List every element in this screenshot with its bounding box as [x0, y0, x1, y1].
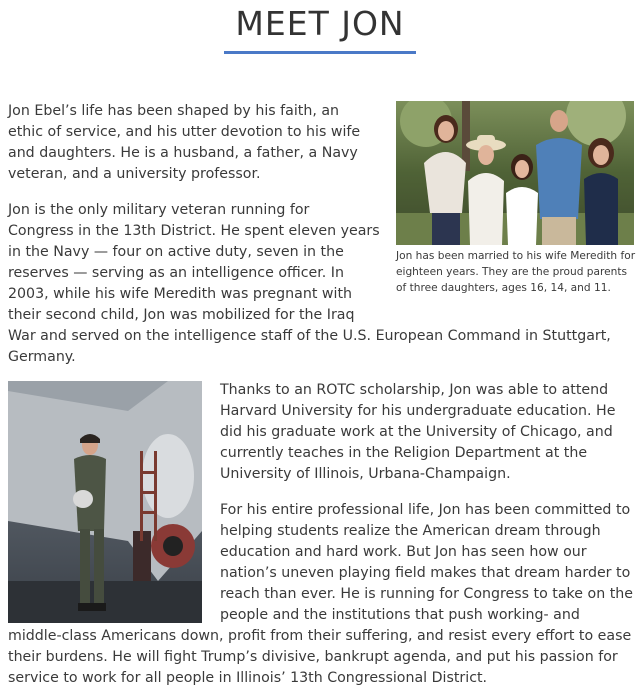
mission-line: service to work for all people in Illinois’ 13th Congressional District. [8, 670, 488, 686]
mission-line: middle-class Americans down, profit from their suffering, and resist every effort to ease [8, 628, 632, 644]
mission-line: people and the institutions that push working- and [220, 607, 580, 623]
service-line: in the Navy — four on active duty, seven in the [8, 244, 344, 260]
service-line: Jon is the only military veteran running for [8, 202, 310, 218]
mission-line: education and hard work. But Jon has seen how our [220, 544, 587, 560]
family-photo [396, 101, 634, 245]
service-line: War and served on the intelligence staff of the U.S. European Command in Stuttgart, [8, 328, 611, 344]
intro-paragraph: Jon Ebel’s life has been shaped by his faith, an ethic of service, and his utter devotion to his wife and daughters. He is a husband, a father, a Navy veteran, and a university professor. [8, 103, 361, 182]
service-line: reserves — serving as an intelligence officer. In [8, 265, 344, 281]
education-paragraph: Thanks to an ROTC scholarship, Jon was able to attend Harvard University for his undergraduate education. He did his graduate work at the University of Chicago, and currently teaches in the Religion Department at the University of Illinois, Urbana-Champaign. [220, 382, 616, 482]
service-line: Congress in the 13th District. He spent eleven years [8, 223, 380, 239]
mission-line: reach than ever. He is running for Congress to take on the [220, 586, 633, 602]
page-title: MEET JON [235, 4, 405, 43]
aircraft-photo [8, 381, 202, 623]
mission-line: their burdens. He will fight Trump’s divisive, bankrupt agenda, and put his passion for [8, 649, 618, 665]
mission-line: For his entire professional life, Jon has been committed to [220, 502, 631, 518]
title-underline [224, 51, 416, 54]
service-line: Germany. [8, 349, 76, 365]
service-line: their second child, Jon was mobilized for the Iraq [8, 307, 355, 323]
mission-line: helping students realize the American dream through [220, 523, 601, 539]
family-photo-caption: Jon has been married to his wife Meredith for eighteen years. They are the proud parents of three daughters, ages 16, 14, and 11. [396, 250, 636, 294]
service-line: 2003, while his wife Meredith was pregnant with [8, 286, 352, 302]
mission-line: nation’s uneven playing field makes that dream harder to [220, 565, 631, 581]
